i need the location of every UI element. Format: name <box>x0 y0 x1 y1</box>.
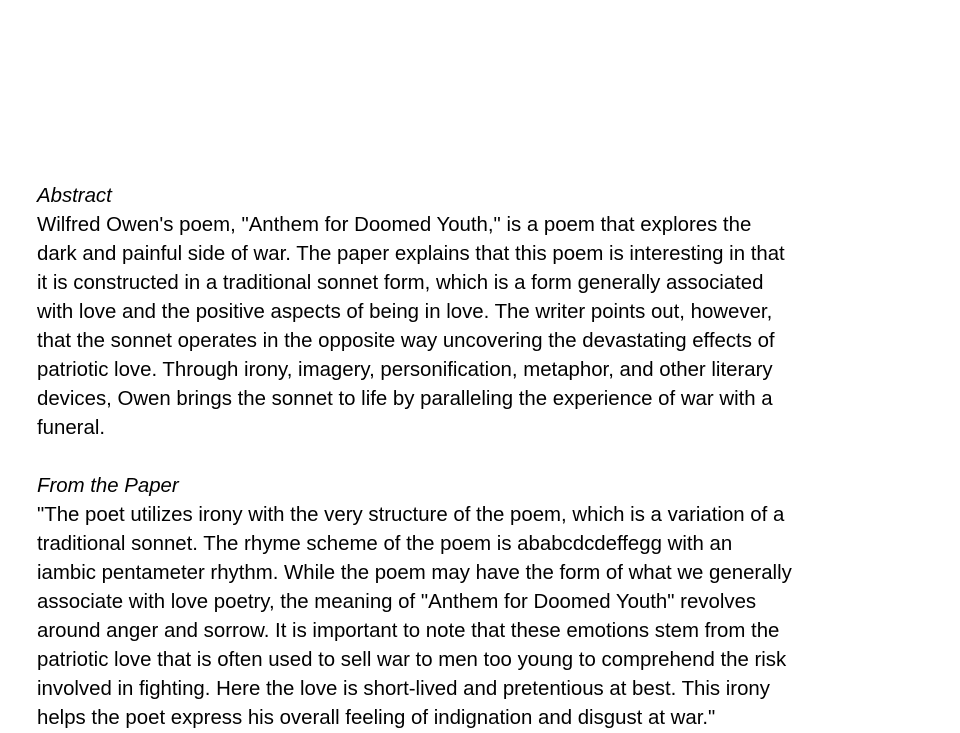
excerpt-line: helps the poet express his overall feeling of indignation and disgust at war." <box>37 707 716 729</box>
excerpt-line: involved in fighting. Here the love is short-lived and pretentious at best. This irony <box>37 678 770 700</box>
abstract-line: Wilfred Owen's poem, "Anthem for Doomed Youth," is a poem that explores the <box>37 214 752 236</box>
abstract-line: dark and painful side of war. The paper explains that this poem is interesting in that <box>37 243 785 265</box>
excerpt-line: "The poet utilizes irony with the very structure of the poem, which is a variation of a <box>37 504 785 526</box>
abstract-line: funeral. <box>37 417 106 439</box>
abstract-heading: Abstract <box>37 185 112 207</box>
excerpt-line: iambic pentameter rhythm. While the poem may have the form of what we generally <box>37 562 792 584</box>
abstract-line: devices, Owen brings the sonnet to life by paralleling the experience of war with a <box>37 388 773 410</box>
excerpt-heading: From the Paper <box>37 475 179 497</box>
section-spacer <box>37 443 937 472</box>
excerpt-line: patriotic love that is often used to sell war to men too young to comprehend the risk <box>37 649 787 671</box>
excerpt-section <box>37 472 937 733</box>
excerpt-line: around anger and sorrow. It is important to note that these emotions stem from the <box>37 620 780 642</box>
abstract-line: that the sonnet operates in the opposite way uncovering the devastating effects of <box>37 330 775 352</box>
abstract-line: patriotic love. Through irony, imagery, personification, metaphor, and other literary <box>37 359 773 381</box>
excerpt-line: traditional sonnet. The rhyme scheme of the poem is ababcdcdeffegg with an <box>37 533 733 555</box>
abstract-line: with love and the positive aspects of being in love. The writer points out, however, <box>37 301 773 323</box>
document-body <box>37 182 937 733</box>
abstract-section <box>37 182 937 443</box>
abstract-line: it is constructed in a traditional sonnet form, which is a form generally associated <box>37 272 764 294</box>
excerpt-line: associate with love poetry, the meaning of "Anthem for Doomed Youth" revolves <box>37 591 757 613</box>
